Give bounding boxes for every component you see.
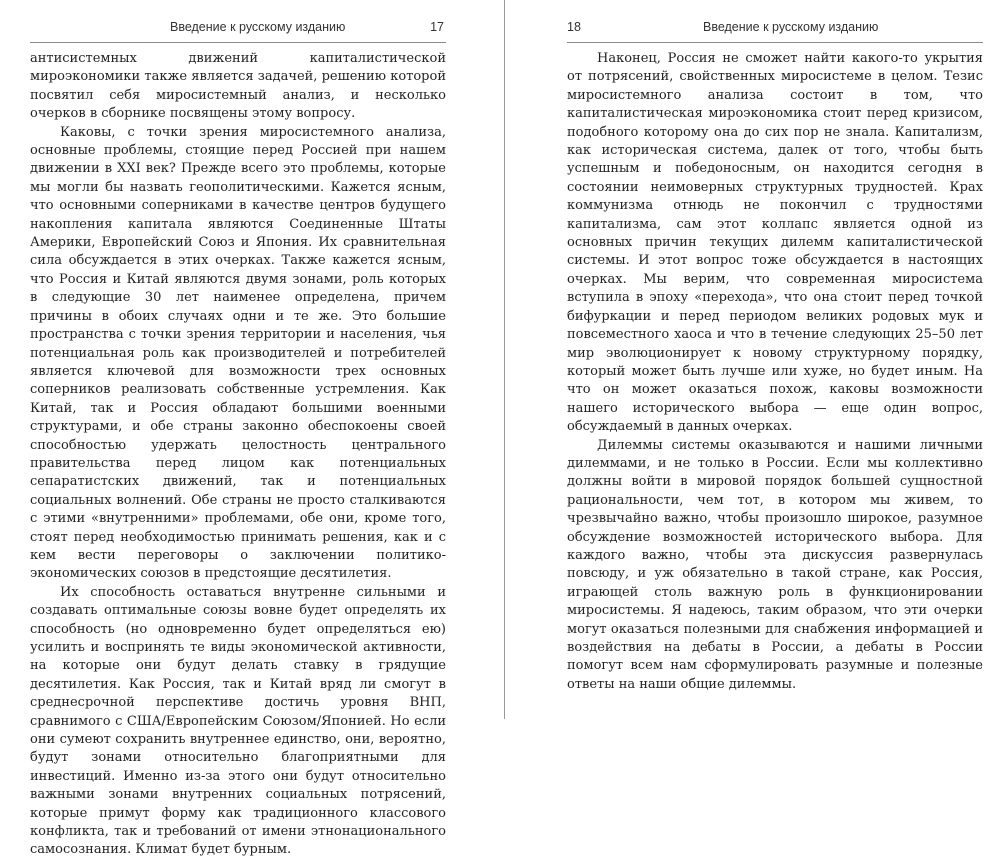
- right-page: [506, 0, 1000, 719]
- right-page-number: 18: [567, 20, 581, 34]
- book-spine-divider: [504, 0, 505, 719]
- left-page-number: 17: [430, 20, 444, 34]
- paragraph: Наконец, Россия не сможет найти какого-то укрытия от потрясений, свойственных миросистеме в целом. Тезис миросистемного анализа состоит в том, что капиталистическая мироэкономика стоит перед кризисом, подобного которому она до сих пор не знала. Капитализм, как историческая система, далек от того, чтобы быть успешным и победоносным, он находится сегодня в состоянии неимоверных структурных трудностей. Крах коммунизма отнюдь не покончил с трудностями капитализма, сам этот коллапс является одной из основных причин текущих дилемм капиталистической системы. И этот вопрос тоже обсуждается в настоящих очерках. Мы верим, что современная миросистема вступила в эпоху «перехода», что она стоит перед точкой бифуркации и перед периодом великих родовых мук и повсеместного хаоса и что в течение следующих 25–50 лет мир эволюционирует к новому структурному порядку, который может быть лучше или хуже, но будет иным. На что он может оказаться похож, каковы возможности нашего исторического выбора — еще один вопрос, обсуждаемый в данных очерках.: [567, 51, 983, 435]
- right-body-text: [567, 50, 983, 694]
- left-header-title: Введение к русскому изданию: [170, 20, 346, 34]
- left-header-rule: [30, 42, 446, 43]
- paragraph: Их способность оставаться внутренне сильными и создавать оптимальные союзы вовне будет определять их способность (но одновременно будет определяться ею) усилить и воспринять те виды экономической активности, на которые они будут делать ставку в грядущие десятилетия. Как Россия, так и Китай вряд ли смогут в среднесрочной перспективе достичь уровня ВНП, сравнимого с США/Европейским Союзом/Японией. Но если они сумеют сохранить внутреннее единство, они, вероятно, будут зонами относительно благоприятными для инвестиций. Именно из-за этого они будут относительно важными зонами внутренних социальных потрясений, которые примут форму как традиционного классового конфликта, так и требований от имени этнонационального самосознания. Климат будет бурным.: [30, 584, 446, 858]
- paragraph: Каковы, с точки зрения миросистемного анализа, основные проблемы, стоящие перед Россией при нашем движении в XXI век? Прежде всего это проблемы, которые мы могли бы назвать геополитическими. Кажется ясным, что основными соперниками в качестве центров будущего накопления капитала являются Соединенные Штаты Америки, Европейский Союз и Япония. Их сравнительная сила обсуждается в этих очерках. Также кажется ясным, что Россия и Китай являются двумя зонами, роль которых в следующие 30 лет наименее определена, причем причины в обоих случаях одни и те же. Это большие пространства с точки зрения территории и населения, чья потенциальная роль как производителей и потребителей является ключевой для возможности трех основных соперников реализовать собственные устремления. Как Китай, так и Россия обладают большими военными структурами, и обе страны законно обеспокоены своей способностью удержать целостность центрального правительства перед лицом как потенциальных сепаратистских движений, так и потенциальных социальных волнений. Обе страны не просто сталкиваются с этими «внутренними» проблемами, обе они, кроме того, стоят перед необходимостью принимать решения, как и с кем вести переговоры о заключении политико-экономических союзов в предстоящие десятилетия.: [30, 124, 446, 582]
- paragraph: Дилеммы системы оказываются и нашими личными дилеммами, и не только в России. Если мы коллективно должны войти в мировой порядок большей сущностной рациональности, чем тот, в котором мы живем, то чрезвычайно важно, чтобы произошло широкое, разумное обсуждение возможностей исторического выбора. Для каждого важно, чтобы эта дискуссия развернулась повсюду, и уж обязательно в такой стране, как Россия, играющей столь важную роль в функционировании миросистемы. Я надеюсь, таким образом, что эти очерки могут оказаться полезными для снабжения информацией и воздействия на дебаты в России, а дебаты в России помогут всем нам сформулировать разумные и полезные ответы на наши общие дилеммы.: [567, 437, 983, 692]
- paragraph: антисистемных движений капиталистической мироэкономики также является задачей, решению которой посвятил себя миросистемный анализ, и несколько очерков в сборнике посвящены этому вопросу.: [30, 51, 446, 122]
- left-running-header: [30, 20, 446, 38]
- right-running-header: [567, 20, 983, 38]
- right-header-rule: [567, 42, 983, 43]
- right-header-title: Введение к русскому изданию: [703, 20, 879, 34]
- left-body-text: [30, 50, 446, 860]
